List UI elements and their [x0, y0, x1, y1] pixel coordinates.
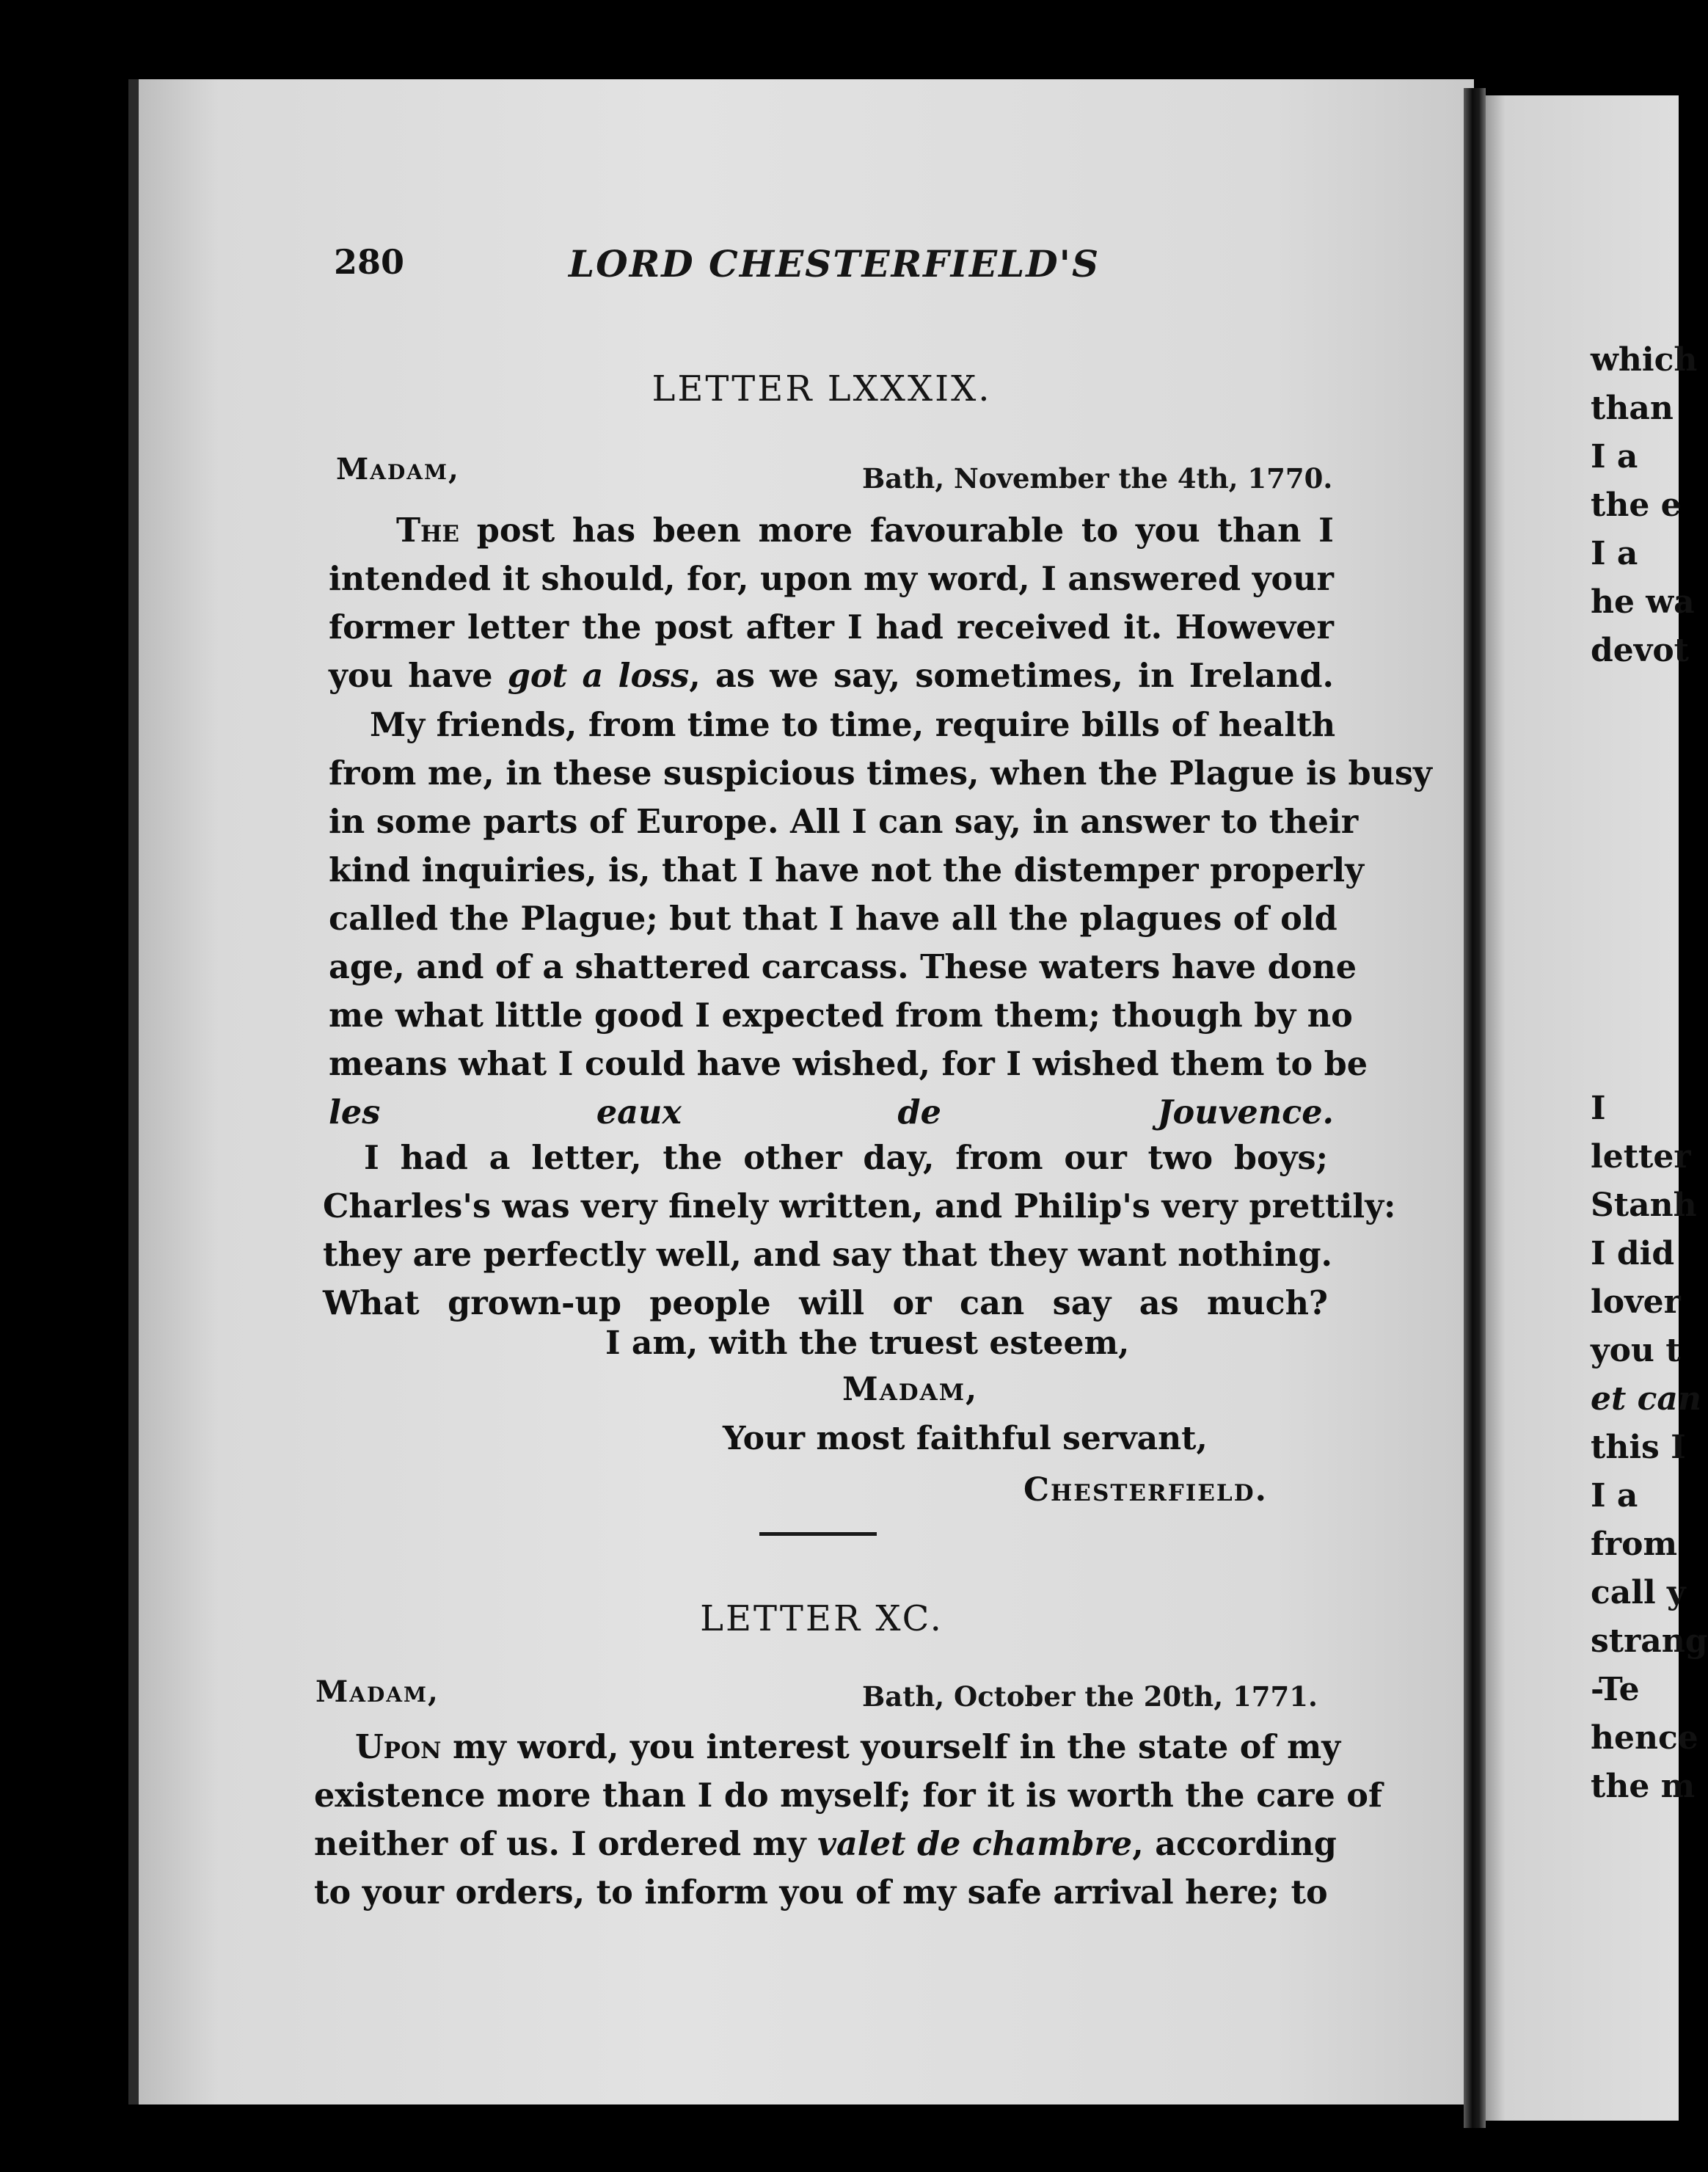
- paragraph: [329, 506, 1334, 700]
- text-line: et can: [1591, 1380, 1701, 1418]
- page-header: [334, 242, 1390, 294]
- closing-salutation: Madam,: [842, 1371, 979, 1408]
- text-line: I a: [1591, 438, 1638, 475]
- text-line: neither of us. I ordered my valet de chambre, according: [314, 1825, 1337, 1863]
- text-line: lover: [1591, 1283, 1681, 1321]
- text-line: I a: [1591, 1477, 1638, 1515]
- dateline: Bath, October the 20th, 1771.: [862, 1680, 1318, 1713]
- text-line: in some parts of Europe. All I can say, in answer to their: [329, 803, 1359, 841]
- facing-page-text: [1591, 1085, 1708, 1811]
- text-line: call y: [1591, 1574, 1686, 1611]
- text-line: les eaux de Jouvence.: [329, 1093, 1334, 1131]
- letter-title: LETTER LXXXIX.: [652, 368, 992, 409]
- salutation: Madam,: [336, 452, 460, 486]
- text-line: hence: [1591, 1719, 1698, 1757]
- paragraph: [323, 1134, 1396, 1327]
- text-line: letter: [1591, 1138, 1691, 1176]
- dateline: Bath, November the 4th, 1770.: [862, 462, 1333, 495]
- text-line: you t: [1591, 1332, 1681, 1369]
- text-line: from: [1591, 1526, 1678, 1563]
- text-line: devot: [1591, 632, 1689, 669]
- closing-line: Your most faithful servant,: [723, 1420, 1208, 1457]
- text-line: he wa: [1591, 583, 1695, 621]
- text-line: age, and of a shattered carcass. These waters have done: [329, 948, 1357, 986]
- closing-line: I am, with the truest esteem,: [605, 1324, 1130, 1362]
- text-line: I a: [1591, 535, 1638, 572]
- text-line: me what little good I expected from them; though by no: [329, 996, 1353, 1035]
- paragraph: [329, 701, 1432, 1137]
- section-divider: [759, 1532, 877, 1536]
- text-line: the m: [1591, 1768, 1696, 1805]
- text-line: My friends, from time to time, require bills of health: [370, 706, 1336, 744]
- page-number: 280: [334, 242, 405, 282]
- signature: Chesterfield.: [1023, 1471, 1268, 1509]
- salutation: Madam,: [315, 1674, 439, 1709]
- text-line: strang: [1591, 1622, 1708, 1660]
- text-line: The post has been more favourable to you than I: [396, 511, 1334, 550]
- text-line: kind inquiries, is, that I have not the distemper properly: [329, 851, 1364, 889]
- text-line: the e: [1591, 486, 1682, 524]
- text-line: I did: [1591, 1235, 1675, 1272]
- text-line: What grown-up people will or can say as much?: [323, 1284, 1328, 1322]
- text-line: from me, in these suspicious times, when the Plague is busy: [329, 754, 1432, 792]
- text-line: Upon my word, you interest yourself in the state of my: [355, 1728, 1341, 1766]
- text-line: means what I could have wished, for I wished them to be: [329, 1045, 1368, 1083]
- scan-border: [0, 0, 1679, 81]
- text-line: to your orders, to inform you of my safe arrival here; to: [314, 1873, 1328, 1912]
- text-line: I had a letter, the other day, from our two boys;: [364, 1139, 1328, 1177]
- text-line: this I: [1591, 1429, 1686, 1466]
- text-line: former letter the post after I had received it. However: [329, 608, 1334, 646]
- text-line: than: [1591, 390, 1674, 427]
- text-line: they are perfectly well, and say that they want nothing.: [323, 1236, 1333, 1274]
- text-line: Charles's was very finely written, and Philip's very prettily:: [323, 1187, 1396, 1225]
- letter-title: LETTER XC.: [700, 1598, 944, 1639]
- text-line: -Te: [1591, 1671, 1640, 1708]
- book-gutter: [1464, 88, 1486, 2128]
- text-line: intended it should, for, upon my word, I answered your: [329, 560, 1334, 598]
- text-line: you have got a loss, as we say, sometimes, in Ireland.: [329, 657, 1334, 695]
- text-line: I: [1591, 1090, 1606, 1127]
- text-line: called the Plague; but that I have all the plagues of old: [329, 900, 1337, 938]
- facing-page-text: [1591, 336, 1697, 675]
- paragraph: [314, 1723, 1383, 1917]
- running-head: LORD CHESTERFIELD'S: [569, 242, 1101, 285]
- text-line: which: [1591, 341, 1698, 379]
- text-line: existence more than I do myself; for it is worth the care of: [314, 1776, 1383, 1815]
- text-line: Stanh: [1591, 1187, 1697, 1224]
